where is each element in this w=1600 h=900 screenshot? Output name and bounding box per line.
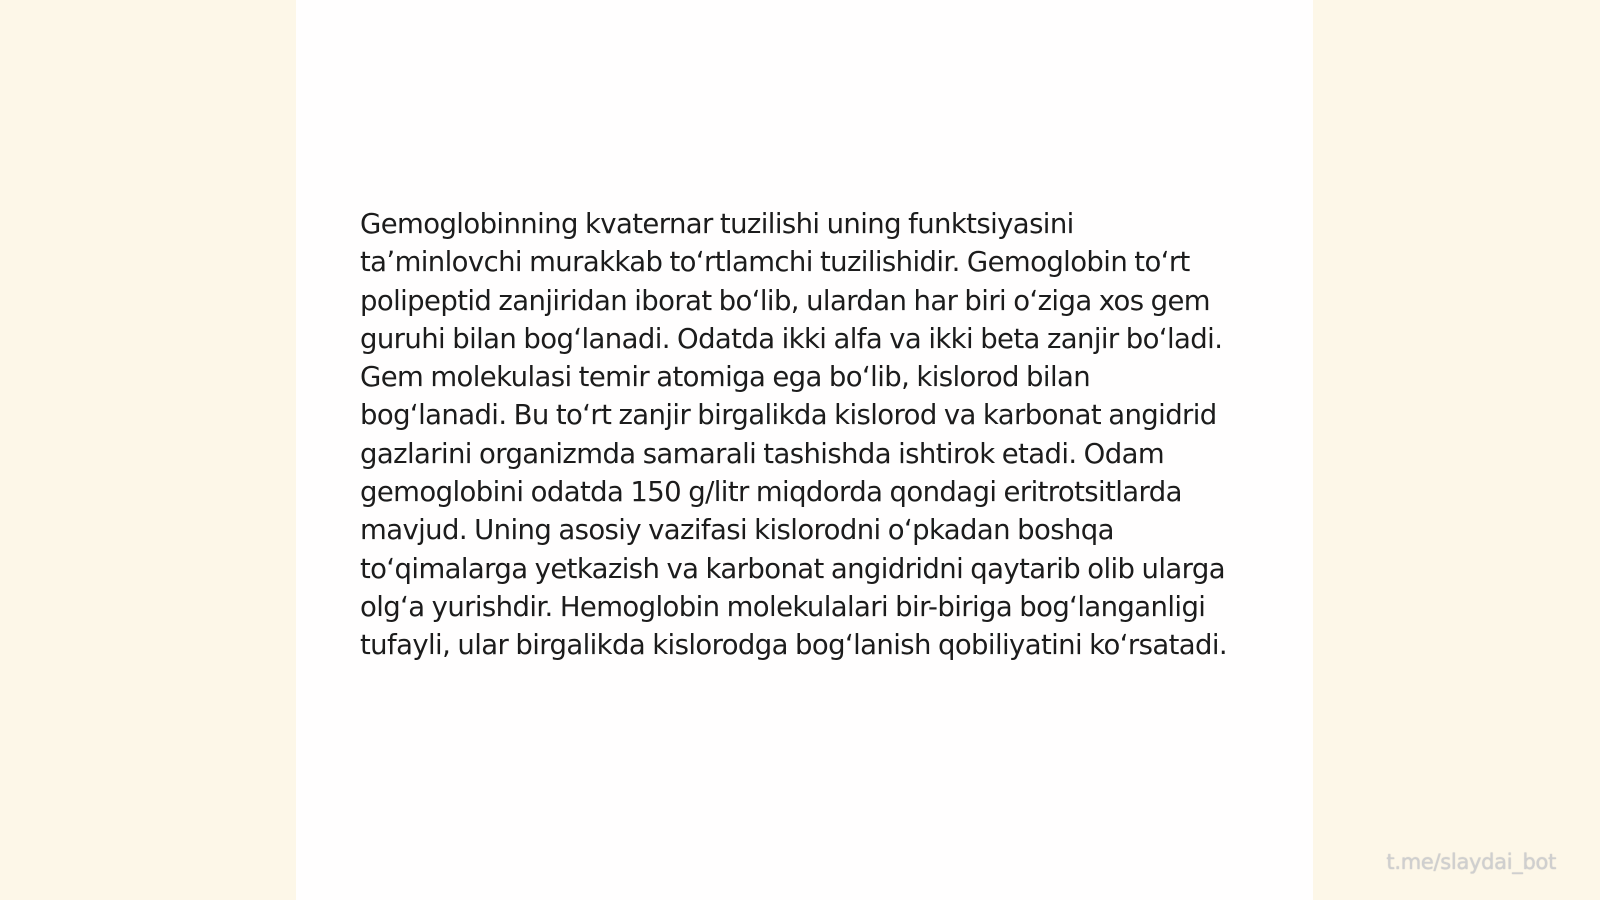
right-margin-panel xyxy=(1313,0,1600,900)
slide-canvas xyxy=(296,0,1313,900)
left-margin-panel xyxy=(0,0,296,900)
watermark-text: t.me/slaydai_bot xyxy=(1386,850,1556,874)
slide-body-text: Gemoglobinning kvaternar tuzilishi uning funktsiyasini taʼminlovchi murakkab toʻrtlamchi tuzilishidir. Gemoglobin toʻrt polipeptid zanjiridan iborat boʻlib, ulardan har biri oʻziga xos gem guruhi bilan bogʻlanadi. Odatda ikki alfa va ikki beta zanjir boʻladi. Gem molekulasi temir atomiga ega boʻlib, kislorod bilan bogʻlanadi. Bu toʻrt zanjir birgalikda kislorod va karbonat angidrid gazlarini organizmda samarali tashishda ishtirok etadi. Odam gemoglobini odatda 150 g/litr miqdorda qondagi eritrotsitlarda mavjud. Uning asosiy vazifasi kislorodni oʻpkadan boshqa toʻqimalarga yetkazish va karbonat angidridni qaytarib olib ularga olgʻa yurishdir. Hemoglobin molekulalari bir-biriga bogʻlanganligi tufayli, ular birgalikda kislorodga bogʻlanish qobiliyatini koʻrsatadi. xyxy=(360,208,1228,662)
